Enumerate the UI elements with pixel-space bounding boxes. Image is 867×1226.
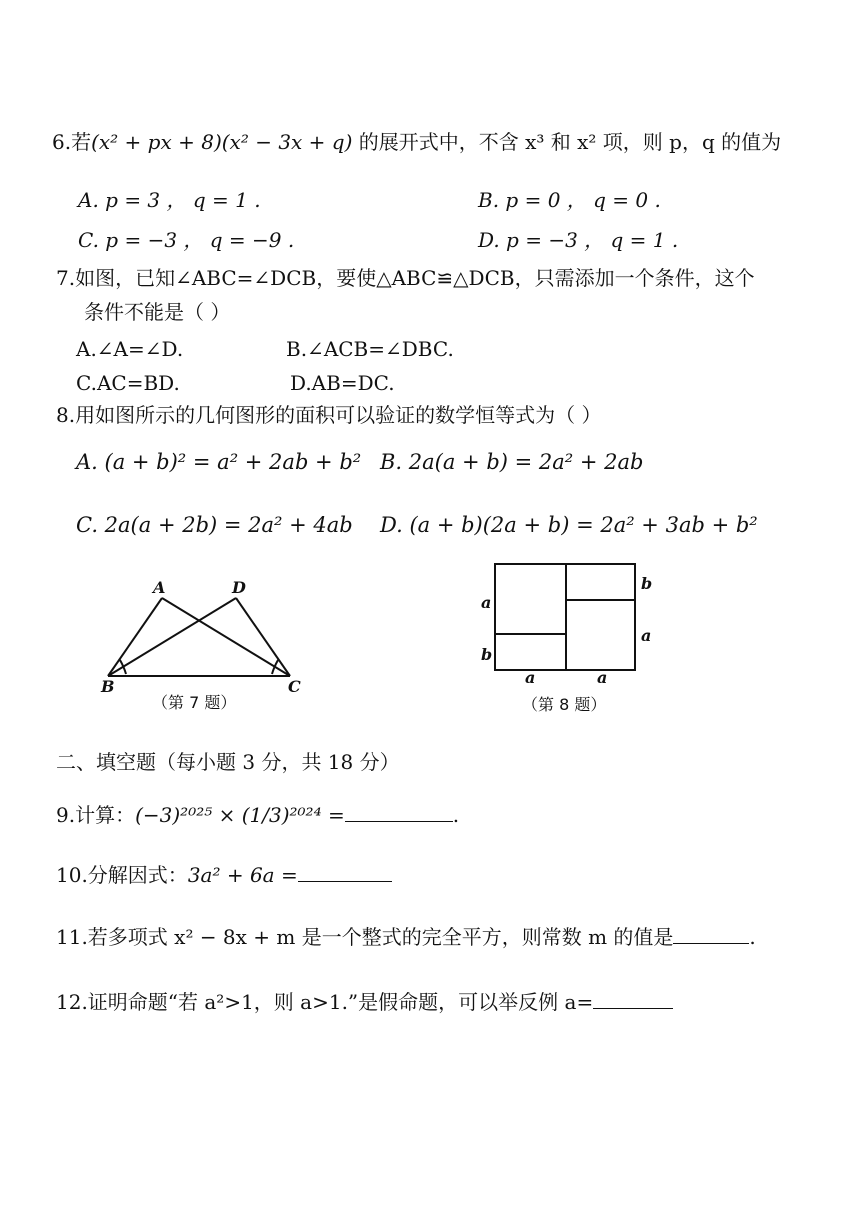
q6-expression: (x² + px + 8)(x² − 3x + q) <box>91 130 353 154</box>
fig8-label-right-b: b <box>641 574 653 593</box>
q9-stem <box>56 803 459 827</box>
q11-suffix: . <box>749 925 756 949</box>
q6-option-a: A. p = 3 ， q = 1 . <box>78 188 261 212</box>
q9-suffix: . <box>452 803 460 827</box>
fig8-label-left-a: a <box>481 593 492 612</box>
angle-mark-c <box>272 660 278 674</box>
q6-prefix: 6.若 <box>52 130 92 154</box>
q6-option-b: B. p = 0 ， q = 0 . <box>478 188 661 212</box>
fig7-caption: （第 7 题） <box>152 693 237 712</box>
segment-ab <box>108 598 162 676</box>
fig7-label-b: B <box>101 677 115 696</box>
q7-option-d: D.AB=DC. <box>290 371 395 395</box>
q10-answer-blank[interactable] <box>298 881 392 882</box>
q8-stem: 8.用如图所示的几何图形的面积可以验证的数学恒等式为（ ） <box>56 403 602 427</box>
section2-heading: 二、填空题（每小题 3 分，共 18 分） <box>56 750 400 774</box>
q11-answer-blank[interactable] <box>673 943 749 944</box>
fig7-label-c: C <box>288 677 301 696</box>
q12-stem <box>56 990 673 1014</box>
q8-option-d: D. (a + b)(2a + b) = 2a² + 3ab + b² <box>380 513 758 537</box>
q8-option-c: C. 2a(a + 2b) = 2a² + 4ab <box>76 513 353 537</box>
outer-rect <box>495 564 635 670</box>
q8-option-b: B. 2a(a + b) = 2a² + 2ab <box>380 450 644 474</box>
fig8-label-bottom-a1: a <box>525 668 536 687</box>
q12-text: 12.证明命题“若 a²>1，则 a>1.”是假命题，可以举反例 a= <box>56 990 594 1014</box>
q12-answer-blank[interactable] <box>593 1008 673 1009</box>
segment-db <box>108 598 236 676</box>
fig8-caption: （第 8 题） <box>522 695 607 714</box>
q7-option-c: C.AC=BD. <box>76 371 180 395</box>
q7-option-b: B.∠ACB=∠DBC. <box>286 337 454 361</box>
q11-text: 11.若多项式 x² − 8x + m 是一个整式的完全平方，则常数 m 的值是 <box>56 925 674 949</box>
q6-option-d: D. p = −3 ， q = 1 . <box>478 228 679 252</box>
q11-stem <box>56 925 756 949</box>
q10-expression: 3a² + 6a = <box>187 863 298 887</box>
q10-prefix: 10.分解因式： <box>56 863 188 887</box>
q9-prefix: 9.计算： <box>56 803 136 827</box>
q6-stem <box>52 130 781 154</box>
q7-option-a: A.∠A=∠D. <box>76 337 184 361</box>
q8-option-a: A. (a + b)² = a² + 2ab + b² <box>76 450 362 474</box>
q9-expression: (−3)²⁰²⁵ × (1/3)²⁰²⁴ = <box>135 803 345 827</box>
q7-stem-line1: 7.如图，已知∠ABC=∠DCB，要使△ABC≌△DCB，只需添加一个条件，这个 <box>56 266 755 290</box>
fig7-label-a: A <box>153 578 166 597</box>
fig8-label-right-a: a <box>641 626 652 645</box>
segment-dc <box>236 598 290 676</box>
q7-stem-line2: 条件不能是（ ） <box>84 300 231 324</box>
fig8-label-bottom-a2: a <box>597 668 608 687</box>
fig8-label-left-b: b <box>481 645 493 664</box>
q9-answer-blank[interactable] <box>345 821 453 822</box>
q10-stem <box>56 863 392 887</box>
q6-option-c: C. p = −3 ， q = −9 . <box>78 228 295 252</box>
q6-suffix: 的展开式中，不含 x³ 和 x² 项，则 p，q 的值为 <box>358 130 782 154</box>
fig7-label-d: D <box>232 578 246 597</box>
angle-mark-b <box>120 660 126 674</box>
segment-ac <box>162 598 290 676</box>
